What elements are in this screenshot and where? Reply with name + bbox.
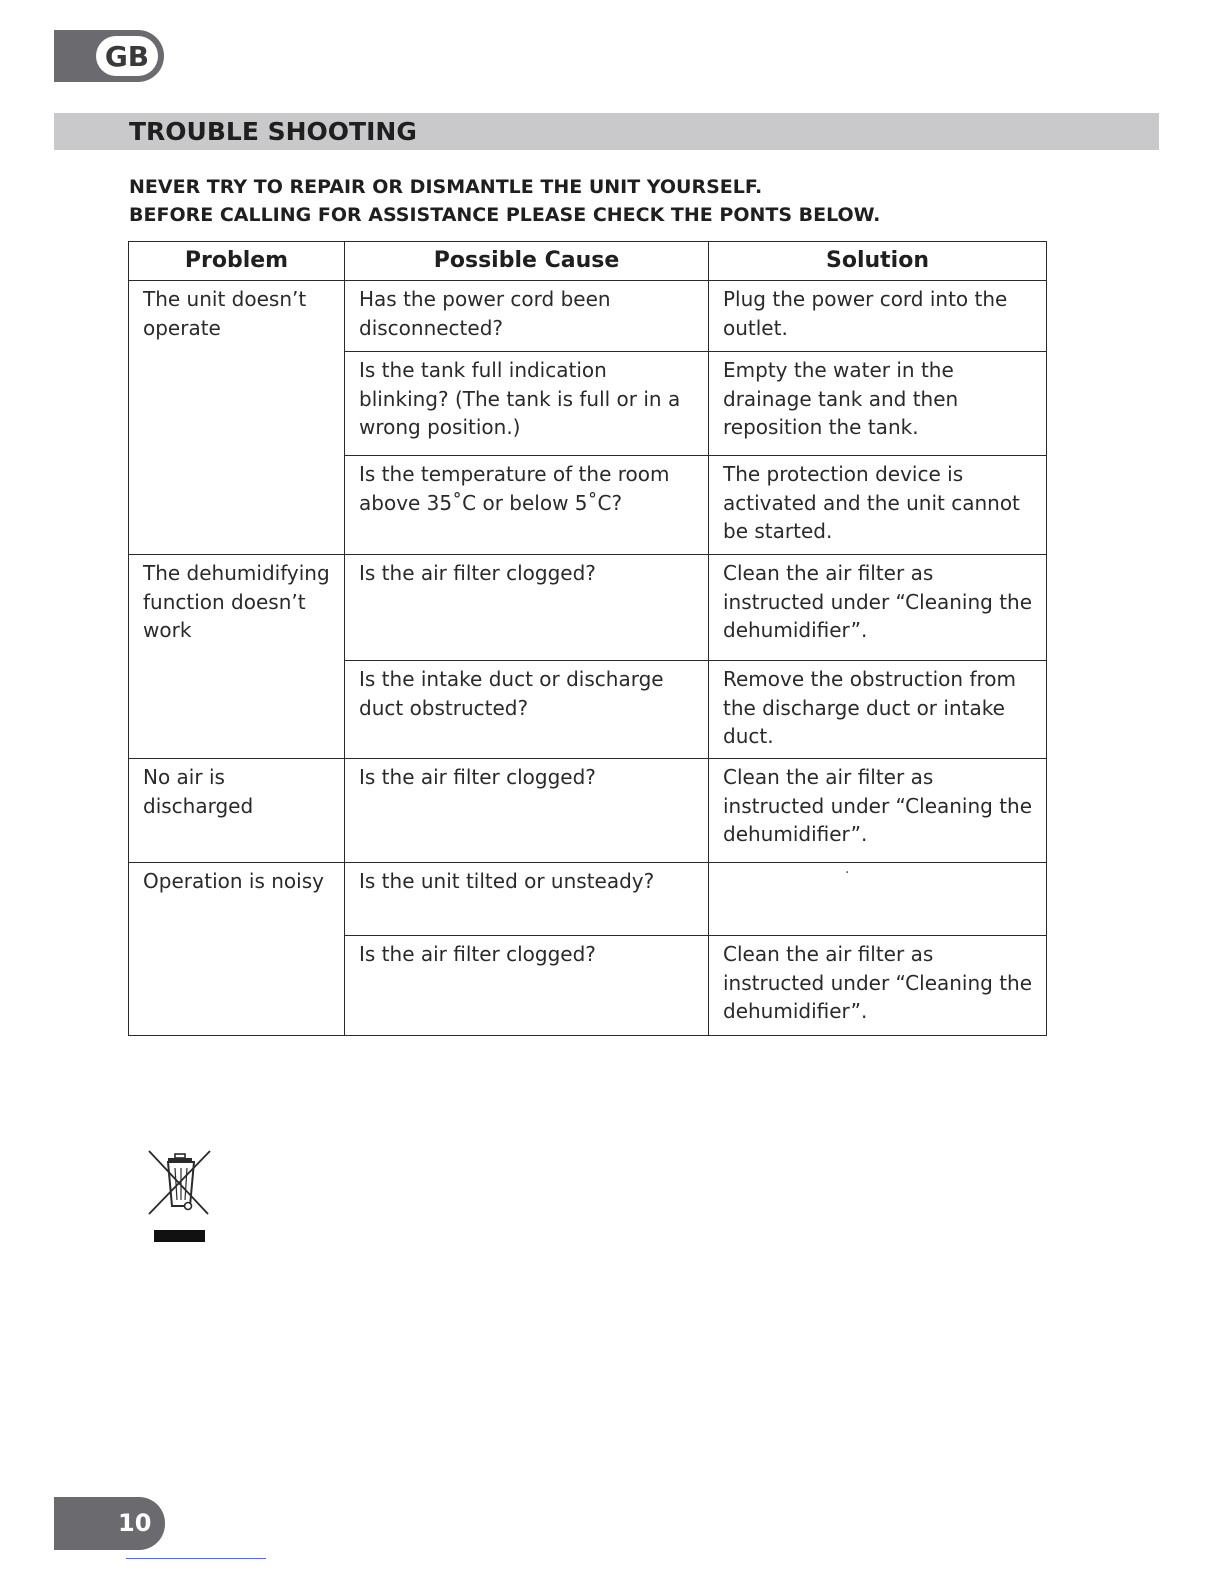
- problem-cell: The unit doesn’t operate: [129, 281, 345, 555]
- solution-cell: Clean the air filter as instructed under “Cleaning the dehumidifier”.: [709, 555, 1047, 661]
- problem-cell: Operation is noisy: [129, 863, 345, 1036]
- stray-mark: .: [845, 861, 850, 877]
- section-title: TROUBLE SHOOTING: [129, 117, 417, 146]
- cause-cell: Is the temperature of the room above 35˚C or below 5˚C?: [345, 456, 709, 555]
- language-tab: [54, 30, 164, 82]
- cause-cell: Is the intake duct or discharge duct obstructed?: [345, 661, 709, 759]
- solution-cell: Plug the power cord into the outlet.: [709, 281, 1047, 352]
- column-header-cause: Possible Cause: [345, 242, 709, 281]
- warning-notice: [129, 173, 880, 229]
- column-header-problem: Problem: [129, 242, 345, 281]
- page-number-tab: [54, 1497, 165, 1550]
- problem-cell: The dehumidifying function doesn’t work: [129, 555, 345, 759]
- cause-cell: Has the power cord been disconnected?: [345, 281, 709, 352]
- table-row: [129, 555, 1047, 661]
- cause-cell: Is the air filter clogged?: [345, 936, 709, 1036]
- warning-line-1: NEVER TRY TO REPAIR OR DISMANTLE THE UNIT YOURSELF.: [129, 176, 763, 198]
- cause-cell: Is the air filter clogged?: [345, 555, 709, 661]
- troubleshooting-table: [128, 241, 1047, 1036]
- solution-cell: [709, 863, 1047, 936]
- table-row: [129, 863, 1047, 936]
- warning-line-2: BEFORE CALLING FOR ASSISTANCE PLEASE CHECK THE PONTS BELOW.: [129, 204, 881, 226]
- section-header-bar: [54, 113, 1159, 150]
- weee-crossed-bin-icon: [146, 1148, 214, 1244]
- page-number: 10: [118, 1509, 152, 1537]
- problem-cell: No air is discharged: [129, 759, 345, 863]
- table-header-row: [129, 242, 1047, 281]
- solution-cell: Remove the obstruction from the discharge duct or intake duct.: [709, 661, 1047, 759]
- cause-cell: Is the air filter clogged?: [345, 759, 709, 863]
- table-row: [129, 281, 1047, 352]
- language-badge: GB: [96, 36, 158, 76]
- cause-cell: Is the unit tilted or unsteady?: [345, 863, 709, 936]
- solution-cell: Clean the air filter as instructed under “Cleaning the dehumidifier”.: [709, 759, 1047, 863]
- solution-cell: Clean the air filter as instructed under “Cleaning the dehumidifier”.: [709, 936, 1047, 1036]
- solution-cell: The protection device is activated and the unit cannot be started.: [709, 456, 1047, 555]
- column-header-solution: Solution: [709, 242, 1047, 281]
- cause-cell: Is the tank full indication blinking? (The tank is full or in a wrong position.): [345, 352, 709, 456]
- footer-divider: [126, 1558, 266, 1559]
- table-row: [129, 759, 1047, 863]
- solution-cell: Empty the water in the drainage tank and then reposition the tank.: [709, 352, 1047, 456]
